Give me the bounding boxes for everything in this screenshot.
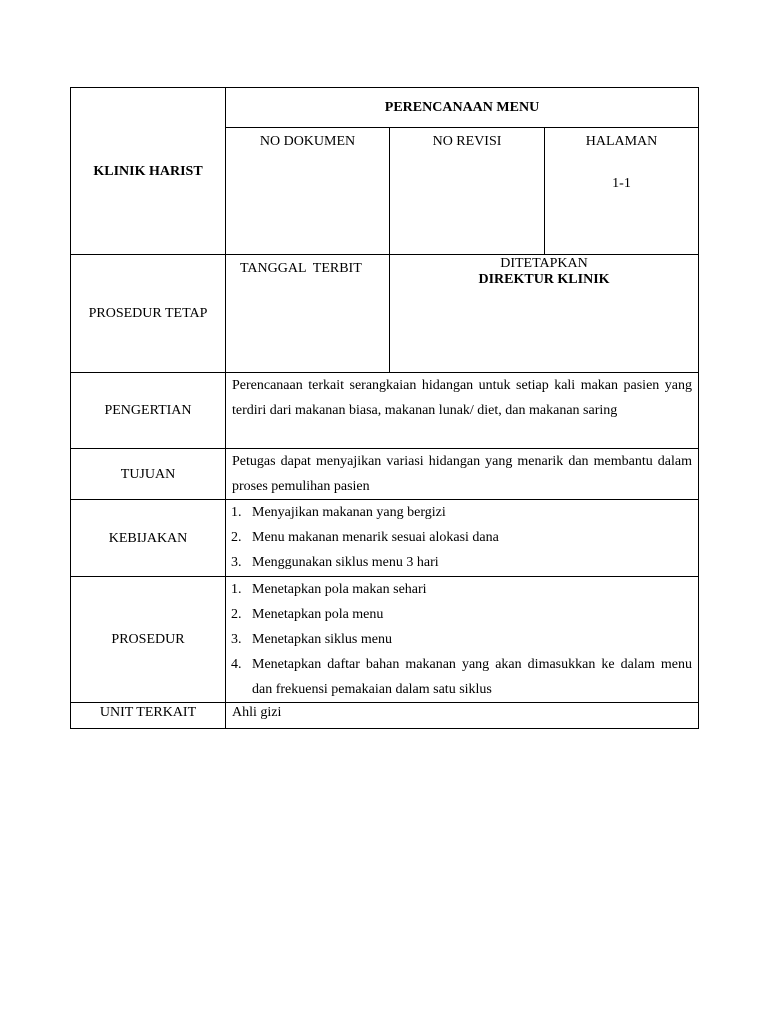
- list-item-number: 3.: [231, 555, 242, 570]
- list-item-text: Menetapkan pola menu: [252, 607, 384, 622]
- ditetapkan-by: DIREKTUR KLINIK: [478, 272, 610, 287]
- pengertian-content: [226, 373, 699, 449]
- list-item: [232, 577, 692, 602]
- list-item: [232, 652, 692, 702]
- tujuan-text: Petugas dapat menyajikan variasi hidangan yang menarik dan membantu dalam proses pemulihan pasien: [232, 454, 692, 494]
- list-item-text: Menetapkan daftar bahan makanan yang akan dimasukkan ke dalam menu dan frekuensi pemakaian dalam satu siklus: [252, 657, 692, 697]
- pengertian-text: Perencanaan terkait serangkaian hidangan untuk setiap kali makan pasien yang terdiri dari makanan biasa, makanan lunak/ diet, dan makanan saring: [232, 378, 692, 418]
- tanggal-terbit-label: TANGGAL TERBIT: [240, 261, 362, 276]
- unit-terkait-label: UNIT TERKAIT: [99, 705, 197, 720]
- list-item: [232, 500, 692, 525]
- clinic-name: KLINIK HARIST: [93, 163, 203, 179]
- no-revisi-label: NO REVISI: [432, 134, 502, 149]
- list-item-number: 1.: [231, 582, 242, 597]
- list-item-text: Menetapkan pola makan sehari: [252, 582, 427, 597]
- list-item-number: 1.: [231, 505, 242, 520]
- kebijakan-label-cell: [71, 500, 226, 577]
- halaman-label: HALAMAN: [585, 134, 658, 149]
- halaman-cell: [545, 128, 699, 255]
- document-title: PERENCANAAN MENU: [384, 100, 540, 115]
- list-item-text: Menggunakan siklus menu 3 hari: [252, 555, 439, 570]
- prosedur-content: [226, 577, 699, 703]
- tujuan-label-cell: [71, 449, 226, 500]
- ditetapkan-cell: [390, 255, 699, 373]
- tujuan-label: TUJUAN: [120, 466, 176, 482]
- document-title-cell: [226, 88, 699, 128]
- tujuan-content: [226, 449, 699, 500]
- prosedur-tetap-cell: [71, 255, 226, 373]
- clinic-name-cell: [71, 88, 226, 255]
- list-item: [232, 525, 692, 550]
- prosedur-tetap-label: PROSEDUR TETAP: [88, 306, 208, 321]
- unit-terkait-label-cell: [71, 703, 226, 729]
- list-item: [232, 627, 692, 652]
- list-item-text: Menetapkan siklus menu: [252, 632, 392, 647]
- tanggal-terbit-cell: [226, 255, 390, 373]
- halaman-value: 1-1: [612, 176, 631, 191]
- sop-document-table: [70, 87, 699, 729]
- list-item-number: 4.: [231, 657, 242, 672]
- list-item-number: 2.: [231, 607, 242, 622]
- unit-terkait-text: Ahli gizi: [232, 705, 282, 720]
- list-item-text: Menyajikan makanan yang bergizi: [252, 505, 446, 520]
- list-item-text: Menu makanan menarik sesuai alokasi dana: [252, 530, 499, 545]
- ditetapkan-label: DITETAPKAN: [500, 256, 588, 271]
- list-item: [232, 550, 692, 575]
- pengertian-label-cell: [71, 373, 226, 449]
- list-item-number: 3.: [231, 632, 242, 647]
- unit-terkait-content: [226, 703, 699, 729]
- kebijakan-list: [232, 500, 692, 575]
- prosedur-list: [232, 577, 692, 702]
- prosedur-label: PROSEDUR: [111, 632, 185, 647]
- pengertian-label: PENGERTIAN: [104, 403, 192, 418]
- list-item: [232, 602, 692, 627]
- no-dokumen-label: NO DOKUMEN: [259, 134, 356, 149]
- no-revisi-cell: [390, 128, 545, 255]
- prosedur-label-cell: [71, 577, 226, 703]
- no-dokumen-cell: [226, 128, 390, 255]
- kebijakan-label: KEBIJAKAN: [108, 530, 188, 546]
- kebijakan-content: [226, 500, 699, 577]
- list-item-number: 2.: [231, 530, 242, 545]
